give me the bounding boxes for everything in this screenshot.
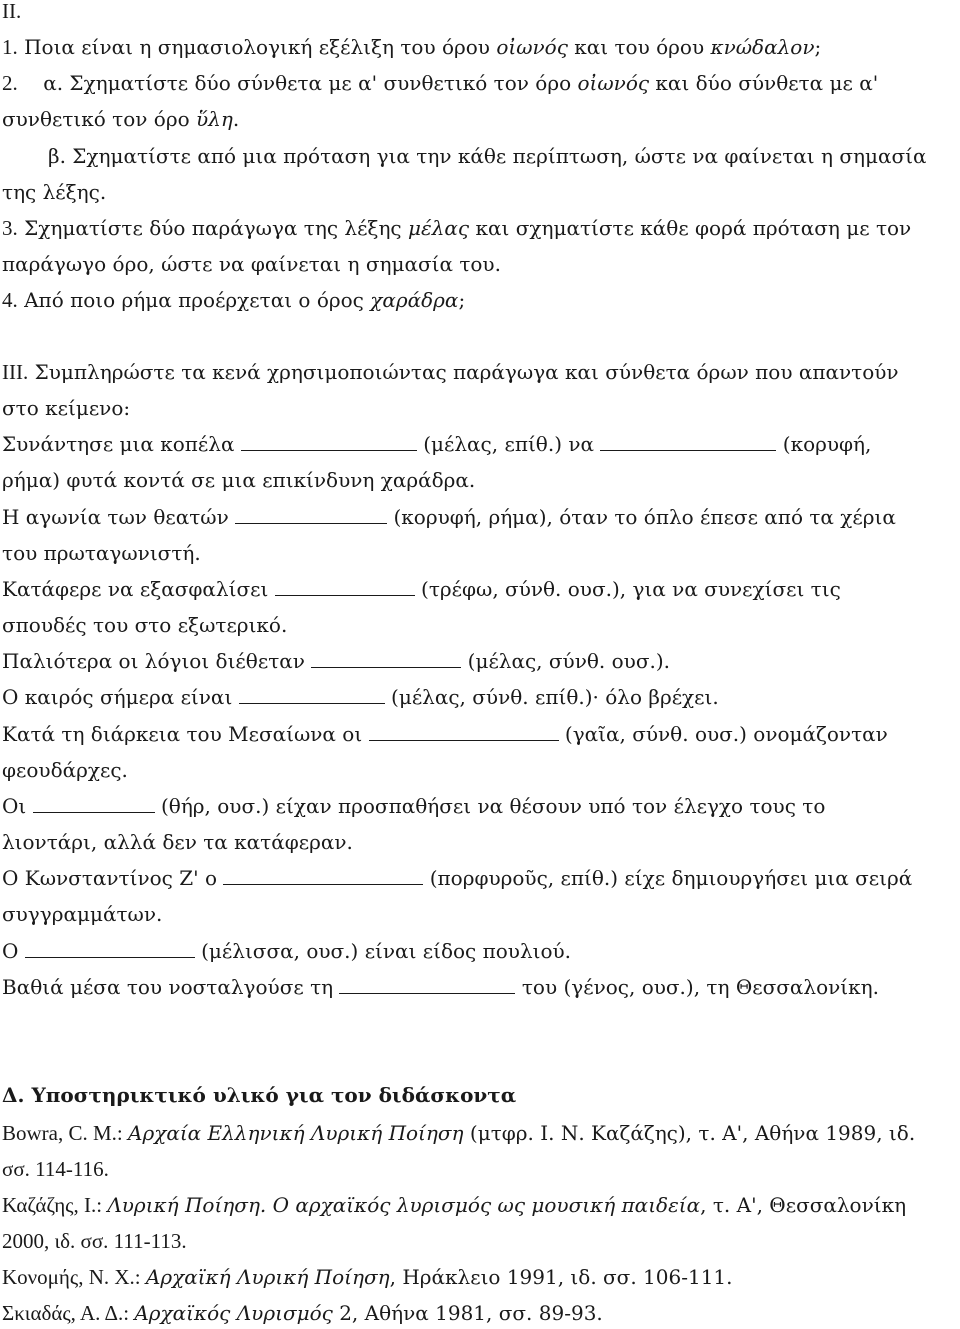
exercise-9: Ο (μέλισσα, ουσ.) είναι είδος πουλιού. (2, 939, 572, 963)
fill-in-blank[interactable] (241, 434, 417, 451)
reference-2-cont: 2000, ιδ. σσ. 111-113. (2, 1229, 187, 1253)
question-4: 4. Από ποιο ρήμα προέρχεται ο όρος χαράδρα; (2, 288, 466, 312)
exercise-7: Οι (θήρ, ουσ.) είχαν προσπαθήσει να θέσουν υπό τον έλεγχο τους το (2, 794, 826, 818)
question-2b: β. Σχηματίστε από μια πρόταση για την κάθε περίπτωση, ώστε να φαίνεται η σημασία (48, 144, 927, 168)
section-3-intro-cont: στο κείμενο: (2, 396, 131, 420)
fill-in-blank[interactable] (25, 941, 195, 958)
exercise-6-cont: φεουδάρχες. (2, 758, 128, 782)
fill-in-blank[interactable] (235, 507, 387, 524)
exercise-8-cont: συγγραμμάτων. (2, 902, 163, 926)
fill-in-blank[interactable] (33, 796, 155, 813)
fill-in-blank[interactable] (600, 434, 776, 451)
exercise-1-cont: ρήμα) φυτά κοντά σε μια επικίνδυνη χαράδρα. (2, 468, 476, 492)
fill-in-blank[interactable] (275, 579, 415, 596)
fill-in-blank[interactable] (339, 977, 515, 994)
question-2a-cont: συνθετικό τον όρο ὕλη. (2, 107, 240, 131)
exercise-6: Κατά τη διάρκεια του Μεσαίωνα οι (γαῖα, σύνθ. ουσ.) ονομάζονταν (2, 722, 888, 746)
exercise-3: Κατάφερε να εξασφαλίσει (τρέφω, σύνθ. ουσ.), για να συνεχίσει τις (2, 577, 841, 601)
fill-in-blank[interactable] (223, 868, 423, 885)
exercise-8: Ο Κωνσταντίνος Ζ' ο (πορφυροῦς, επίθ.) είχε δημιουργήσει μια σειρά (2, 866, 913, 890)
exercise-10: Βαθιά μέσα του νοσταλγούσε τη του (γένος, ουσ.), τη Θεσσαλονίκη. (2, 975, 879, 999)
section-d-heading: Δ. Υποστηρικτικό υλικό για τον διδάσκοντα (2, 1083, 517, 1107)
reference-1: Bowra, C. M.: Αρχαία Ελληνική Λυρική Ποίηση (μτφρ. Ι. Ν. Καζάζης), τ. Α', Αθήνα 1989, ιδ. (2, 1121, 916, 1145)
question-2a: 2. α. Σχηματίστε δύο σύνθετα με α' συνθετικό τον όρο οἰωνός και δύο σύνθετα με α' (2, 71, 879, 95)
section-3-intro: III. Συμπληρώστε τα κενά χρησιμοποιώντας παράγωγα και σύνθετα όρων που απαντούν (2, 360, 899, 384)
fill-in-blank[interactable] (239, 687, 385, 704)
reference-4: Σκιαδάς, Α. Δ.: Αρχαϊκός Λυρισμός 2, Αθήνα 1981, σσ. 89-93. (2, 1301, 603, 1325)
exercise-3-cont: σπουδές του στο εξωτερικό. (2, 613, 288, 637)
question-3-cont: παράγωγο όρο, ώστε να φαίνεται η σημασία του. (2, 252, 501, 276)
reference-2: Καζάζης, Ι.: Λυρική Ποίηση. Ο αρχαϊκός λυρισμός ως μουσική παιδεία, τ. Α', Θεσσαλονίκη (2, 1193, 907, 1217)
exercise-2-cont: του πρωταγωνιστή. (2, 541, 201, 565)
exercise-5: Ο καιρός σήμερα είναι (μέλας, σύνθ. επίθ.)· όλο βρέχει. (2, 685, 719, 709)
exercise-4: Παλιότερα οι λόγιοι διέθεταν (μέλας, σύνθ. ουσ.). (2, 649, 670, 673)
question-3: 3. Σχηματίστε δύο παράγωγα της λέξης μέλας και σχηματίστε κάθε φορά πρόταση με τον (2, 216, 912, 240)
fill-in-blank[interactable] (311, 651, 461, 668)
question-1: 1. Ποια είναι η σημασιολογική εξέλιξη του όρου οἰωνός και του όρου κνώδαλον; (2, 35, 822, 59)
reference-3: Κονομής, Ν. Χ.: Αρχαϊκή Λυρική Ποίηση, Ηράκλειο 1991, ιδ. σσ. 106-111. (2, 1265, 733, 1289)
fill-in-blank[interactable] (369, 724, 559, 741)
exercise-7-cont: λιοντάρι, αλλά δεν τα κατάφεραν. (2, 830, 353, 854)
exercise-2: Η αγωνία των θεατών (κορυφή, ρήμα), όταν το όπλο έπεσε από τα χέρια (2, 505, 896, 529)
reference-1-cont: σσ. 114-116. (2, 1157, 109, 1181)
exercise-1: Συνάντησε μια κοπέλα (μέλας, επίθ.) να (κορυφή, (2, 432, 872, 456)
question-2b-cont: της λέξης. (2, 180, 107, 204)
section-2-heading: II. (2, 0, 22, 23)
